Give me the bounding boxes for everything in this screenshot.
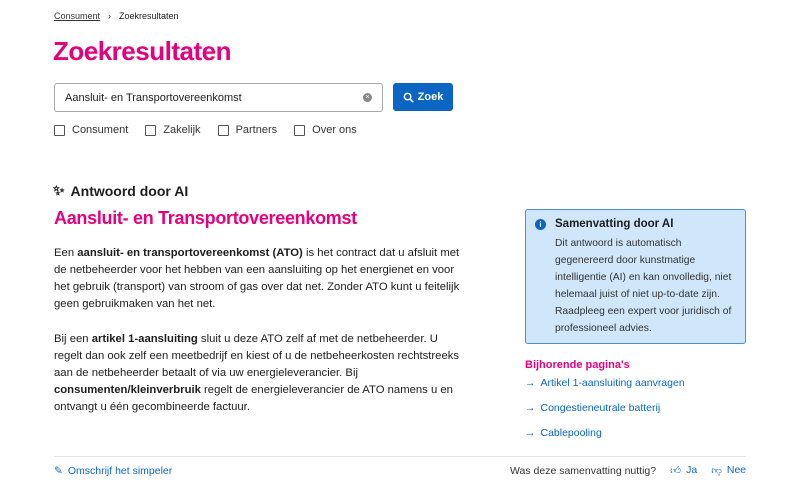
page-title: Zoekresultaten bbox=[53, 36, 231, 66]
feedback-yes-button[interactable]: 👍︎ Ja bbox=[670, 464, 698, 477]
sparkle-icon: ✨︎ bbox=[53, 182, 65, 198]
filter-label: Partners bbox=[235, 124, 278, 136]
checkbox[interactable] bbox=[54, 125, 65, 136]
related-link[interactable]: → Cablepooling bbox=[525, 427, 602, 439]
pencil-icon: ✎ bbox=[54, 464, 63, 477]
filter-zakelijk[interactable] bbox=[145, 124, 200, 136]
search-value[interactable]: Aansluit- en Transportovereenkomst bbox=[65, 91, 242, 104]
filter-consument[interactable] bbox=[54, 124, 128, 136]
checkbox[interactable] bbox=[294, 125, 305, 136]
checkbox[interactable] bbox=[218, 125, 229, 136]
feedback-question: Was deze samenvatting nuttig? bbox=[510, 464, 657, 477]
breadcrumb-current: Zoekresultaten bbox=[119, 11, 179, 21]
clear-icon[interactable]: × bbox=[363, 93, 372, 102]
simplify-button[interactable]: ✎ Omschrijf het simpeler bbox=[54, 464, 173, 477]
filter-over-ons[interactable] bbox=[294, 124, 357, 136]
answer-section bbox=[54, 208, 746, 485]
thumbs-up-icon: 👍︎ bbox=[670, 465, 682, 477]
answer-paragraph-2: Bij een artikel 1-aansluiting sluit u deze ATO zelf af met de netbeheerder. U regelt dan ook zelf een meetbedrijf en kiest of u de netbeheerkosten rechtstreeks aan de netbeheerder betaalt of via uw energieleverancier. Bij consumenten/kleinverbruik regelt de energieleverancier de ATO namens u en ontvangt u één gecombineerde factuur. bbox=[54, 333, 460, 413]
arrow-right-icon: → bbox=[525, 402, 536, 414]
answer-column bbox=[54, 208, 464, 434]
filter-group bbox=[54, 124, 357, 136]
checkbox[interactable] bbox=[145, 125, 156, 136]
notice-text: Dit antwoord is automatisch gegenereerd door kunstmatige intelligentie (AI) en kan onvolledig, niet helemaal juist of niet up-to-date zijn. Raadpleeg een expert voor juridisch of professioneel advies. bbox=[555, 238, 732, 334]
sidebar-column bbox=[525, 209, 746, 452]
related-link[interactable]: → Artikel 1-aansluiting aanvragen bbox=[525, 377, 685, 389]
ai-heading-label: Antwoord door AI bbox=[70, 182, 189, 199]
breadcrumb-consument[interactable]: Consument bbox=[54, 11, 101, 21]
filter-label: Zakelijk bbox=[163, 124, 201, 136]
info-icon: i bbox=[535, 219, 546, 230]
related-pages-title: Bijhorende pagina's bbox=[525, 359, 630, 371]
answer-paragraph-1: Een aansluit- en transportovereenkomst (ATO) is het contract dat u afsluit met de netbeheerder voor het hebben van een aansluiting op het energienet en voor het gebruik (transport) van stroom of gas over dat net. Zonder ATO kunt u feitelijk geen gebruikmaken van het net. bbox=[54, 247, 460, 310]
feedback-no-button[interactable]: 👎︎ Nee bbox=[711, 464, 747, 477]
search-input[interactable] bbox=[54, 83, 383, 112]
notice-title: Samenvatting door AI bbox=[555, 218, 674, 230]
arrow-right-icon: → bbox=[525, 427, 536, 439]
thumbs-down-icon: 👎︎ bbox=[711, 465, 722, 477]
feedback bbox=[510, 464, 746, 477]
search-button[interactable] bbox=[393, 83, 453, 111]
filter-partners[interactable] bbox=[218, 124, 278, 136]
answer-title: Aansluit- en Transportovereenkomst bbox=[54, 208, 357, 228]
search-icon bbox=[403, 92, 414, 103]
chevron-right-icon: › bbox=[108, 11, 112, 21]
footer bbox=[54, 457, 746, 485]
ai-summary-notice bbox=[525, 209, 746, 344]
filter-label: Over ons bbox=[312, 124, 357, 136]
ai-heading bbox=[53, 182, 188, 199]
arrow-right-icon: → bbox=[525, 377, 536, 389]
filter-label: Consument bbox=[72, 124, 129, 136]
breadcrumb bbox=[54, 11, 179, 21]
related-link[interactable]: → Congestieneutrale batterij bbox=[525, 402, 661, 414]
search-button-label: Zoek bbox=[417, 91, 444, 103]
